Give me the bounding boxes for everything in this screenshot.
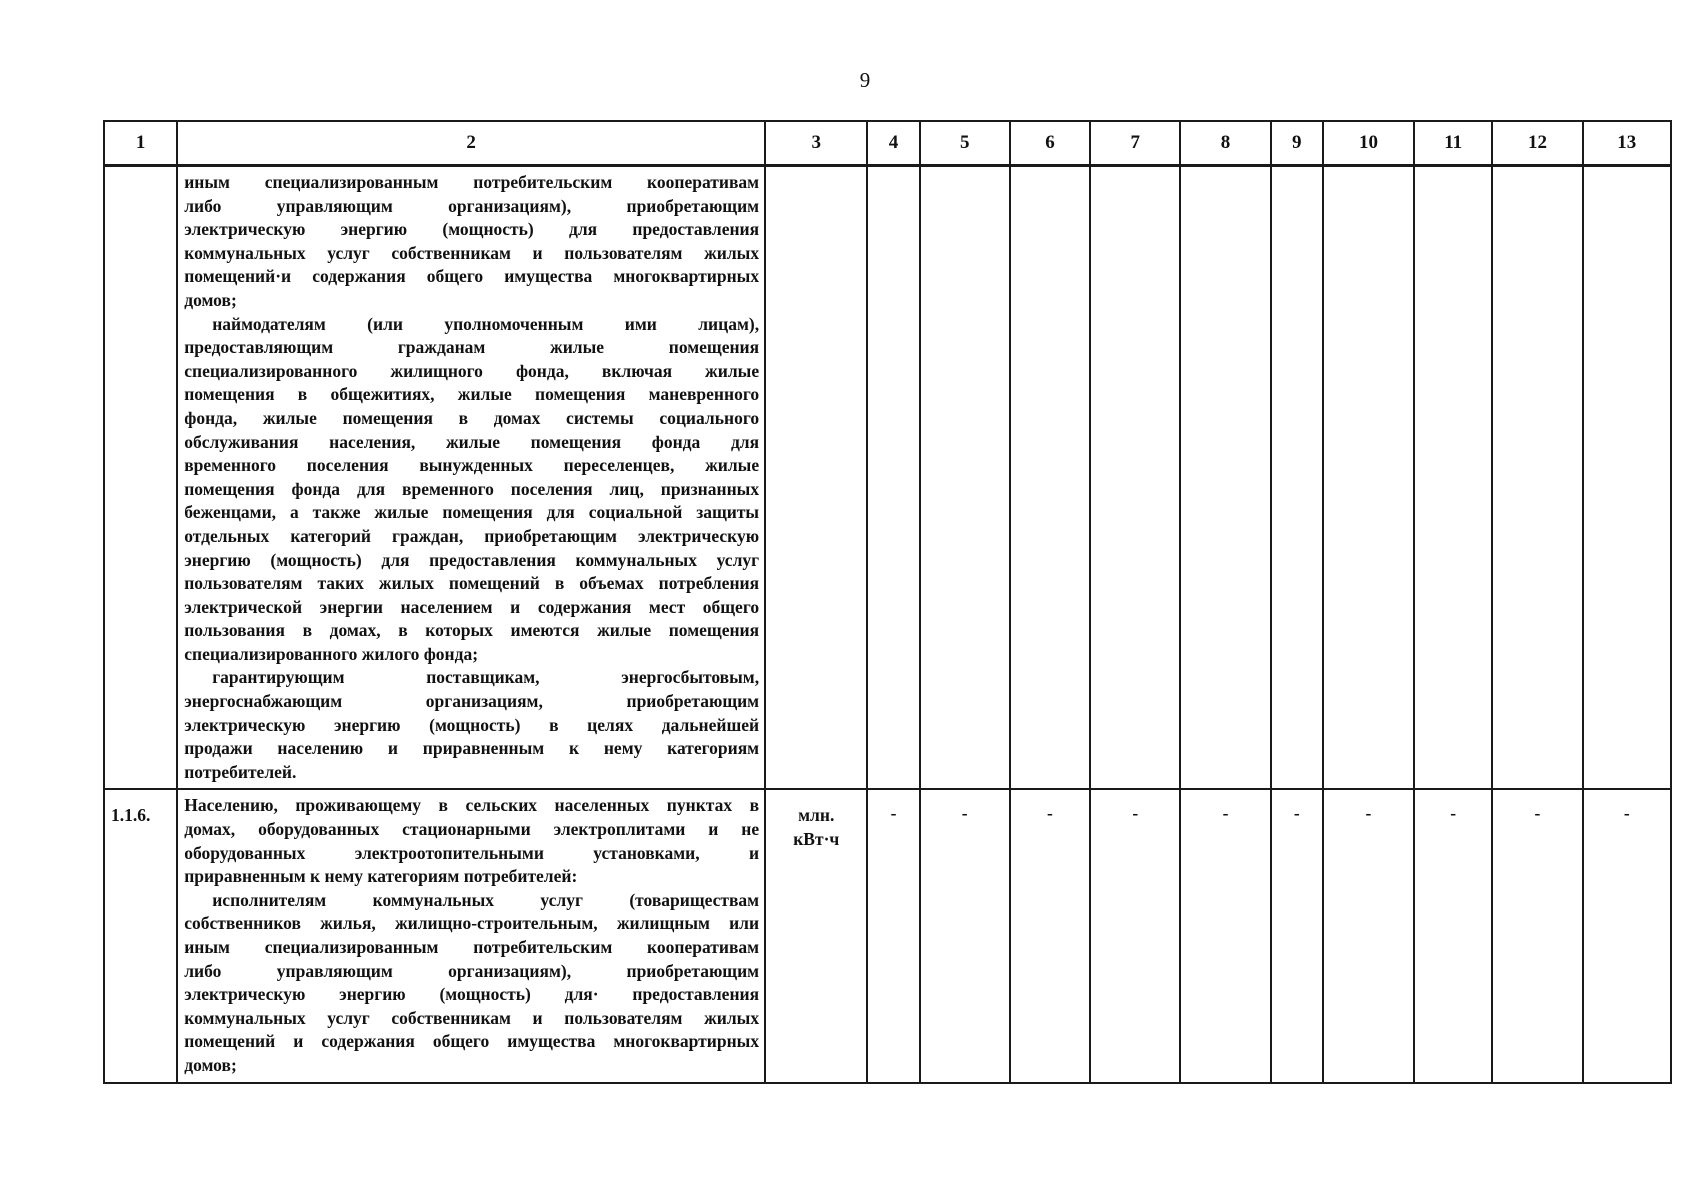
row-description-text [184, 171, 759, 784]
text-line: пользования в домах, в которых имеются жилые помещения [184, 620, 760, 641]
value-cell [867, 166, 919, 790]
text-line: отдельных категорий граждан, приобретающим электрическую [184, 525, 760, 546]
unit-cell [765, 789, 867, 1082]
text-line: коммунальных услуг собственникам и пользователям жилых [184, 1007, 760, 1028]
value-cell: - [1414, 789, 1492, 1082]
text-line: коммунальных услуг собственникам и пользователям жилых [184, 242, 760, 263]
text-line: домов; [184, 289, 237, 310]
row-number: 1.1.6. [104, 789, 177, 1082]
unit-cell [765, 166, 867, 790]
column-header: 4 [867, 121, 919, 166]
text-line: электрическую энергию (мощность) для предоставления [184, 219, 760, 240]
column-number-row [104, 121, 1671, 166]
text-line: энергоснабжающим организациям, приобретающим [184, 691, 760, 712]
table-row [104, 789, 1671, 1082]
unit-line: кВт·ч [793, 829, 840, 850]
text-line: помещения в общежитиях, жилые помещения маневренного [184, 384, 760, 405]
text-line: предоставляющим гражданам жилые помещения [184, 337, 760, 358]
value-cell [1010, 166, 1090, 790]
text-line: продажи населению и приравненным к нему категориям [184, 738, 760, 759]
value-cell [1090, 166, 1180, 790]
value-cell: - [867, 789, 919, 1082]
row-number [104, 166, 177, 790]
row-description [177, 789, 765, 1082]
value-cell [1583, 166, 1671, 790]
text-line: гарантирующим поставщикам, энергосбытовым, [212, 667, 760, 688]
text-line: либо управляющим организациям), приобретающим [184, 960, 760, 981]
value-cell: - [1323, 789, 1414, 1082]
value-cell: - [1271, 789, 1323, 1082]
value-cell [1180, 166, 1270, 790]
text-line: энергию (мощность) для предоставления коммунальных услуг [184, 549, 760, 570]
column-header: 5 [920, 121, 1010, 166]
value-cell [1414, 166, 1492, 790]
value-cell: - [1492, 789, 1582, 1082]
column-header: 10 [1323, 121, 1414, 166]
column-header: 9 [1271, 121, 1323, 166]
text-line: исполнителям коммунальных услуг (товариществам [212, 889, 760, 910]
text-line: оборудованных электроотопительными установками, и [184, 842, 760, 863]
value-cell: - [1010, 789, 1090, 1082]
column-header: 2 [177, 121, 765, 166]
text-line: специализированного жилищного фонда, включая жилые [184, 360, 760, 381]
text-line: иным специализированным потребительским кооперативам [184, 937, 760, 957]
text-line: беженцами, а также жилые помещения для социальной защиты [184, 502, 760, 523]
column-header: 12 [1492, 121, 1582, 166]
column-header: 3 [765, 121, 867, 166]
text-line: помещения фонда для временного поселения лиц, признанных [184, 478, 760, 499]
text-line: иным специализированным потребительским кооперативам [184, 172, 760, 192]
value-cell: - [920, 789, 1010, 1082]
tariff-table [103, 120, 1672, 1084]
text-line: Населению, проживающему в сельских населенных пунктах в [184, 795, 760, 816]
value-cell [920, 166, 1010, 790]
text-line: фонда, жилые помещения в домах системы социального [184, 407, 760, 428]
column-header: 1 [104, 121, 177, 166]
text-line: приравненным к нему категориям потребителей: [184, 866, 578, 887]
text-line: помещений и содержания общего имущества многоквартирных [184, 1031, 760, 1052]
text-line: домах, оборудованных стационарными электроплитами и не [184, 819, 760, 840]
text-line: временного поселения вынужденных переселенцев, жилые [184, 455, 760, 476]
text-line: либо управляющим организациям), приобретающим [184, 195, 760, 216]
row-description-text [184, 794, 759, 1077]
text-line: электрической энергии населением и содержания мест общего [184, 596, 760, 617]
value-cell: - [1583, 789, 1671, 1082]
column-header: 8 [1180, 121, 1270, 166]
value-cell [1323, 166, 1414, 790]
text-line: помещений·и содержания общего имущества многоквартирных [184, 266, 760, 287]
page-number: 9 [859, 68, 871, 92]
value-cell [1492, 166, 1582, 790]
value-cell [1271, 166, 1323, 790]
column-header: 7 [1090, 121, 1180, 166]
text-line: специализированного жилого фонда; [184, 643, 479, 664]
column-header: 13 [1583, 121, 1671, 166]
value-cell: - [1180, 789, 1270, 1082]
text-line: собственников жилья, жилищно-строительным, жилищным или [184, 913, 760, 934]
text-line: электрическую энергию (мощность) в целях дальнейшей [184, 714, 760, 735]
unit-line: млн. [798, 805, 835, 826]
text-line: пользователям таких жилых помещений в объемах потребления [184, 573, 760, 594]
table-row [104, 166, 1671, 790]
row-description [177, 166, 765, 790]
text-line: потребителей. [184, 761, 297, 782]
text-line: домов; [184, 1054, 237, 1075]
column-header: 6 [1010, 121, 1090, 166]
text-line: наймодателям (или уполномоченным ими лицам), [212, 313, 760, 334]
text-line: электрическую энергию (мощность) для· предоставления [184, 984, 760, 1005]
value-cell: - [1090, 789, 1180, 1082]
column-header: 11 [1414, 121, 1492, 166]
text-line: обслуживания населения, жилые помещения фонда для [184, 431, 760, 452]
